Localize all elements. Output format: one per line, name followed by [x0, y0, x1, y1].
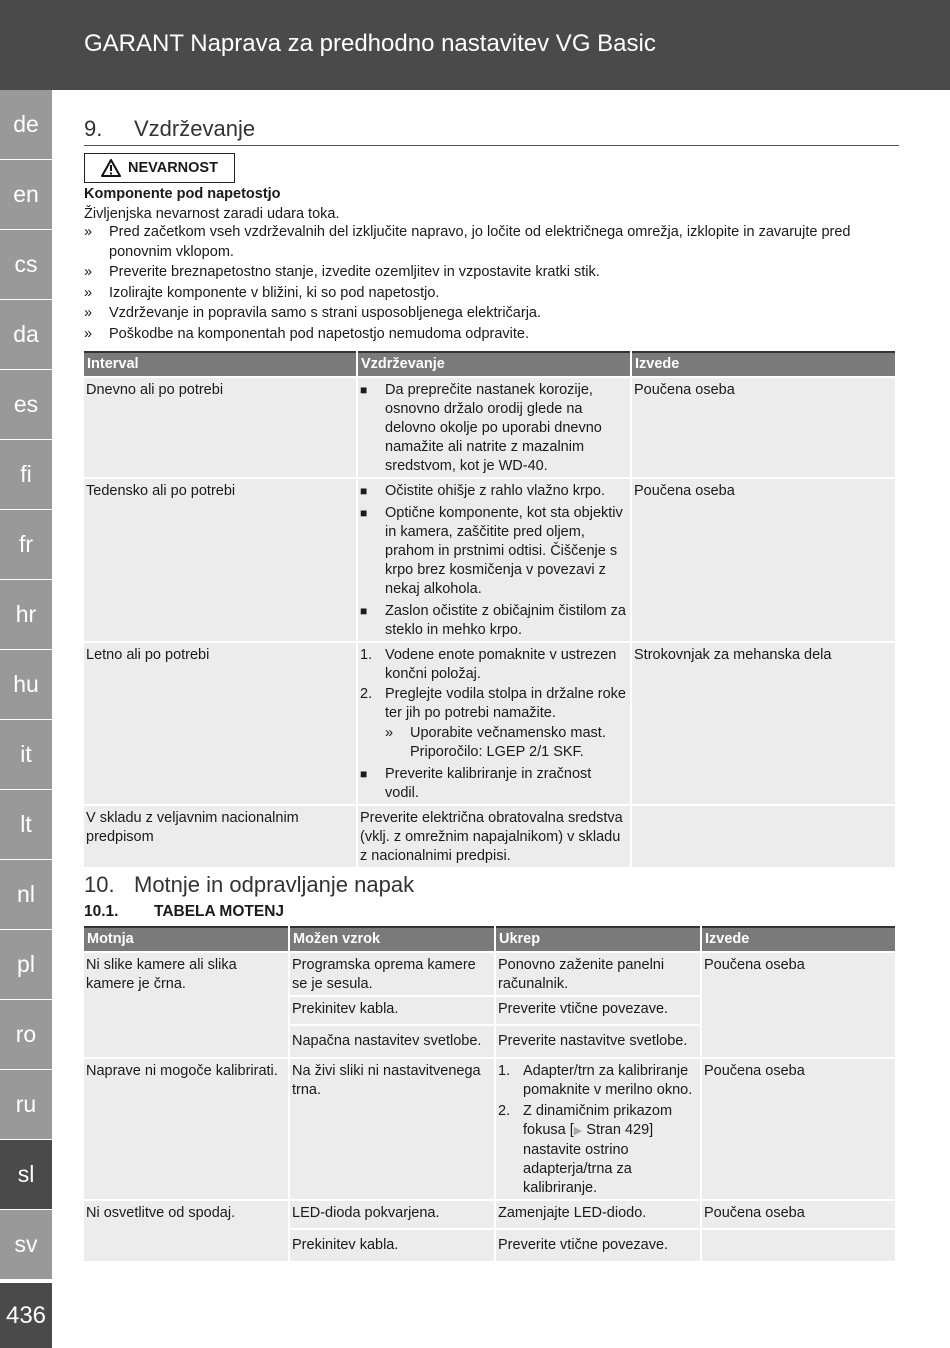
bullet-marker: » [84, 305, 93, 321]
table-cell [702, 1228, 895, 1261]
table-cell [358, 477, 630, 641]
table-row [84, 1199, 895, 1228]
header-title: GARANT Naprava za predhodno nastavitev VG Basic [84, 30, 656, 57]
lang-tab-hu[interactable]: hu [0, 650, 52, 720]
section-9-heading [84, 115, 899, 146]
table-cell: Poučena oseba [702, 951, 895, 1057]
bullet-marker: » [385, 725, 394, 741]
table-cell: LED-dioda pokvarjena. [290, 1199, 494, 1228]
table-cell: Preverite vtične povezave. [496, 1228, 700, 1261]
lang-tab-fr[interactable]: fr [0, 510, 52, 580]
list-item [84, 304, 899, 324]
table-cell: V skladu z veljavnim nacionalnim predpisom [84, 804, 356, 867]
table-cell: Letno ali po potrebi [84, 641, 356, 804]
square-bullet-icon: ■ [360, 383, 368, 397]
step-text-part: ] nastavite ostrino adapterja/trna za kalibriranje. [523, 1122, 654, 1196]
square-bullet-icon: ■ [360, 484, 368, 498]
list-item-text: Poškodbe na komponentah pod napetostjo nemudoma odpravite. [109, 325, 529, 342]
table-cell: Ponovno zaženite panelni računalnik. [496, 951, 700, 995]
header-cell: Ukrep [496, 926, 700, 951]
header-cell: Možen vzrok [290, 926, 494, 951]
square-bullet-icon: ■ [360, 767, 368, 781]
section-number: 10. [84, 872, 115, 897]
table-cell: Ni osvetlitve od spodaj. [84, 1199, 288, 1261]
section-10-heading [84, 871, 899, 901]
lang-tab-sl[interactable]: sl [0, 1140, 52, 1210]
section-title: Vzdrževanje [134, 116, 256, 141]
page-header [0, 0, 950, 90]
sub-item-text: Uporabite večnamensko mast. Priporočilo: LGEP 2/1 SKF. [410, 725, 606, 760]
step-text [523, 1102, 698, 1198]
table-cell: Programska oprema kamere se je sesula. [290, 951, 494, 995]
square-bullet-icon: ■ [360, 506, 368, 520]
table-cell: Napačna nastavitev svetlobe. [290, 1024, 494, 1057]
section-number: 9. [84, 116, 103, 141]
main-content [84, 115, 899, 1261]
lang-tab-pl[interactable]: pl [0, 930, 52, 1000]
list-item [84, 223, 899, 262]
header-cell: Vzdrževanje [358, 351, 630, 376]
lang-tab-ro[interactable]: ro [0, 1000, 52, 1070]
table-cell: Poučena oseba [702, 1199, 895, 1228]
item-text: Da preprečite nastanek korozije, osnovno držalo orodij glede na delovno okolje po uporabi dnevno namažite ali natrite z mazalnim sredstvom, kot je WD-40. [385, 382, 602, 474]
page-ref-arrow-icon: ▶ [573, 1125, 583, 1137]
warning-title: Komponente pod napetostjo [84, 186, 281, 202]
item-text: Preverite kalibriranje in zračnost vodil. [385, 766, 592, 801]
table-row [84, 376, 895, 477]
lang-tab-nl[interactable]: nl [0, 860, 52, 930]
table-cell: Dnevno ali po potrebi [84, 376, 356, 477]
table-row [84, 641, 895, 804]
table-row [84, 804, 895, 867]
table-cell: Prekinitev kabla. [290, 995, 494, 1024]
subsection-number: 10.1. [84, 903, 119, 920]
table-cell: Tedensko ali po potrebi [84, 477, 356, 641]
warning-triangle-icon [101, 159, 121, 177]
step-text: Preglejte vodila stolpa in držalne roke ter jih po potrebi namažite. [385, 686, 626, 721]
table-cell: Na živi sliki ni nastavitvenega trna. [290, 1057, 494, 1199]
lang-tab-it[interactable]: it [0, 720, 52, 790]
table-cell: Poučena oseba [702, 1057, 895, 1199]
item-text: Zaslon očistite z običajnim čistilom za steklo in mehko krpo. [385, 603, 626, 638]
table-cell: Naprave ni mogoče kalibrirati. [84, 1057, 288, 1199]
table-cell: Preverite električna obratovalna sredstva (vklj. z omrežnim napajalnikom) v skladu z nacionalnimi predpisi. [358, 804, 630, 867]
step-text-part: Z dinamičnim prikazom fokusa [ [523, 1103, 673, 1138]
lang-tab-da[interactable]: da [0, 300, 52, 370]
step-number: 1. [498, 1063, 511, 1079]
table-row [84, 1057, 895, 1199]
table-cell: Poučena oseba [632, 376, 895, 477]
step-text: Vodene enote pomaknite v ustrezen končni položaj. [385, 647, 617, 682]
lang-tab-cs[interactable]: cs [0, 230, 52, 300]
lang-tab-de[interactable]: de [0, 90, 52, 160]
bullet-marker: » [84, 264, 93, 280]
step-number: 2. [498, 1103, 511, 1119]
table-cell: Prekinitev kabla. [290, 1228, 494, 1261]
danger-label-text: NEVARNOST [128, 160, 218, 176]
table-row [84, 951, 895, 995]
table-cell: Preverite nastavitve svetlobe. [496, 1024, 700, 1057]
danger-label [84, 153, 235, 183]
table-cell: Poučena oseba [632, 477, 895, 641]
maintenance-table [82, 351, 897, 867]
lang-tab-en[interactable]: en [0, 160, 52, 230]
list-item [84, 263, 899, 283]
table-cell [358, 641, 630, 804]
list-item-text: Izolirajte komponente v bližini, ki so pod napetostjo. [109, 284, 440, 301]
lang-tab-fi[interactable]: fi [0, 440, 52, 510]
table-cell [496, 1057, 700, 1199]
item-text: Očistite ohišje z rahlo vlažno krpo. [385, 483, 606, 499]
list-item-text: Vzdrževanje in popravila samo s strani usposobljenega električarja. [109, 305, 542, 321]
header-cell: Izvede [632, 351, 895, 376]
list-item [84, 325, 899, 345]
lang-tab-sv[interactable]: sv [0, 1210, 52, 1280]
list-item-text: Preverite breznapetostno stanje, izvedite ozemljitev in vzpostavite kratki stik. [109, 264, 600, 280]
step-text: Adapter/trn za kalibriranje pomaknite v merilno okno. [523, 1063, 693, 1098]
lang-tab-ru[interactable]: ru [0, 1070, 52, 1140]
table-row [84, 477, 895, 641]
subsection-title: TABELA MOTENJ [154, 903, 285, 920]
page-reference-link[interactable]: Stran 429 [586, 1122, 650, 1138]
table-cell: Ni slike kamere ali slika kamere je črna. [84, 951, 288, 1057]
table-header-row [84, 351, 895, 376]
section-title: Motnje in odpravljanje napak [134, 872, 415, 897]
header-cell: Interval [84, 351, 356, 376]
header-cell: Izvede [702, 926, 895, 951]
subsection-heading [84, 902, 899, 922]
lang-tab-hr[interactable]: hr [0, 580, 52, 650]
step-number: 2. [360, 686, 373, 702]
lang-tab-es[interactable]: es [0, 370, 52, 440]
list-item [84, 284, 899, 304]
item-text: Optične komponente, kot sta objektiv in kamera, zaščitite pred oljem, prahom in prstnimi odtisi. Čiščenje s krpo brez kosmičenja v povezavi z nekaj alkohola. [385, 505, 623, 597]
bullet-marker: » [84, 284, 93, 301]
table-cell: Zamenjajte LED-diodo. [496, 1199, 700, 1228]
page-number: 436 [0, 1283, 52, 1348]
table-header-row [84, 926, 895, 951]
fault-table [82, 926, 897, 1261]
table-cell [632, 804, 895, 867]
bullet-marker: » [84, 325, 93, 342]
square-bullet-icon: ■ [360, 604, 368, 618]
lang-tab-lt[interactable]: lt [0, 790, 52, 860]
language-sidebar [0, 90, 52, 1348]
table-cell [358, 376, 630, 477]
warning-text: Življenjska nevarnost zaradi udara toka. [84, 206, 340, 222]
table-cell: Strokovnjak za mehanska dela [632, 641, 895, 804]
bullet-marker: » [84, 224, 93, 240]
header-cell: Motnja [84, 926, 288, 951]
step-number: 1. [360, 647, 373, 663]
table-cell: Preverite vtične povezave. [496, 995, 700, 1024]
list-item-text: Pred začetkom vseh vzdrževalnih del izključite napravo, jo ločite od električnega omrežja, izklopite in zavarujte pred ponovnim vklopom. [109, 224, 851, 260]
